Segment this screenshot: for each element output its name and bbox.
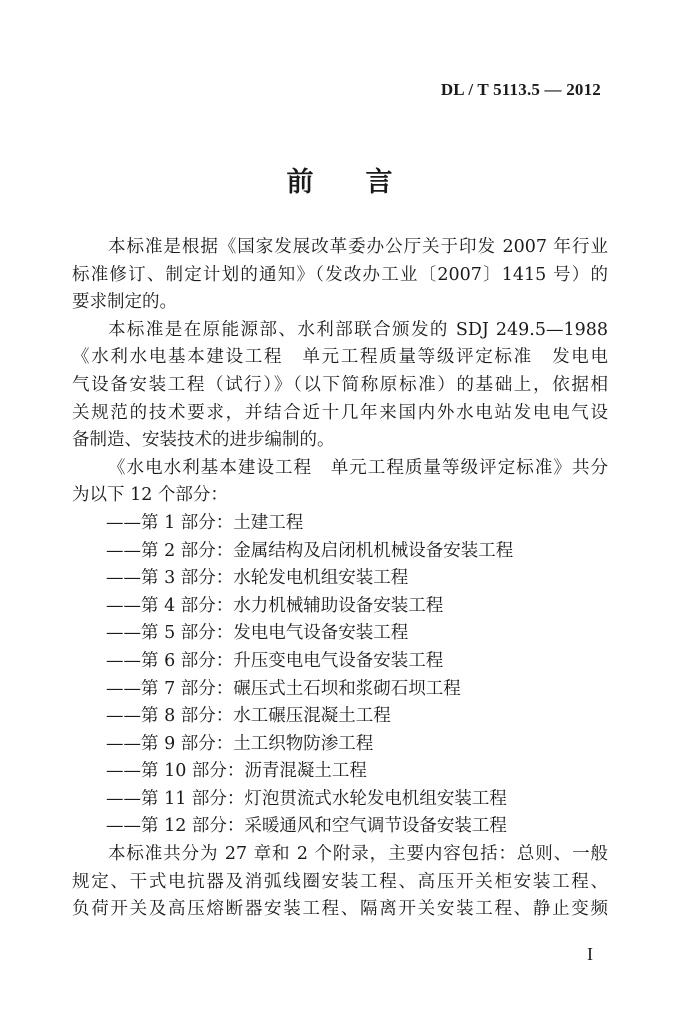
paragraph-line: 负荷开关及高压熔断器安装工程、隔离开关安装工程、静止变频 (72, 899, 608, 920)
paragraph-line: 《水利水电基本建设工程 单元工程质量等级评定标准 发电电 (72, 347, 608, 368)
paragraph-line: 为以下 12 个部分： (72, 485, 228, 506)
list-item: ——第 6 部分：升压变电电气设备安装工程 (106, 650, 444, 671)
paragraph-line: 本标准是在原能源部、水利部联合颁发的 SDJ 249.5—1988 (108, 319, 608, 340)
paragraph-line: 气设备安装工程（试行）》（以下简称原标准）的基础上，依据相 (72, 374, 608, 395)
paragraph-line: 要求制定的。 (72, 292, 177, 313)
list-item: ——第 9 部分：土工织物防渗工程 (106, 733, 374, 754)
list-item: ——第 2 部分：金属结构及启闭机机械设备安装工程 (106, 540, 514, 561)
list-item: ——第 5 部分：发电电气设备安装工程 (106, 623, 409, 644)
section-title: 前言 (286, 167, 445, 198)
paragraph-line: 标准修订、制定计划的通知》（发改办工业〔2007〕1415 号）的 (72, 264, 608, 285)
list-item: ——第 4 部分：水力机械辅助设备安装工程 (106, 595, 444, 616)
paragraph-line: 规定、干式电抗器及消弧线圈安装工程、高压开关柜安装工程、 (72, 871, 608, 892)
paragraph-line: 关规范的技术要求，并结合近十几年来国内外水电站发电电气设 (72, 402, 608, 423)
list-item: ——第 11 部分：灯泡贯流式水轮发电机组安装工程 (106, 788, 507, 809)
paragraph-line: 本标准是根据《国家发展改革委办公厅关于印发 2007 年行业 (108, 237, 608, 257)
page-number: I (587, 944, 593, 964)
parts-list (72, 510, 608, 841)
list-item: ——第 8 部分：水工碾压混凝土工程 (106, 706, 391, 727)
list-item: ——第 7 部分：碾压式土石坝和浆砌石坝工程 (106, 678, 461, 699)
document-code: DL / T 5113.5 — 2012 (440, 80, 601, 99)
list-item: ——第 12 部分：采暖通风和空气调节设备安装工程 (106, 816, 507, 837)
list-item: ——第 3 部分：水轮发电机组安装工程 (106, 568, 409, 589)
body-text (72, 234, 608, 924)
list-item: ——第 10 部分：沥青混凝土工程 (106, 761, 367, 782)
paragraph-line: 本标准共分为 27 章和 2 个附录，主要内容包括：总则、一般 (108, 844, 608, 865)
paragraph-line: 备制造、安装技术的进步编制的。 (72, 430, 335, 451)
paragraph-line: 《水电水利基本建设工程 单元工程质量等级评定标准》共分 (108, 457, 608, 478)
list-item: ——第 1 部分：土建工程 (106, 512, 304, 533)
